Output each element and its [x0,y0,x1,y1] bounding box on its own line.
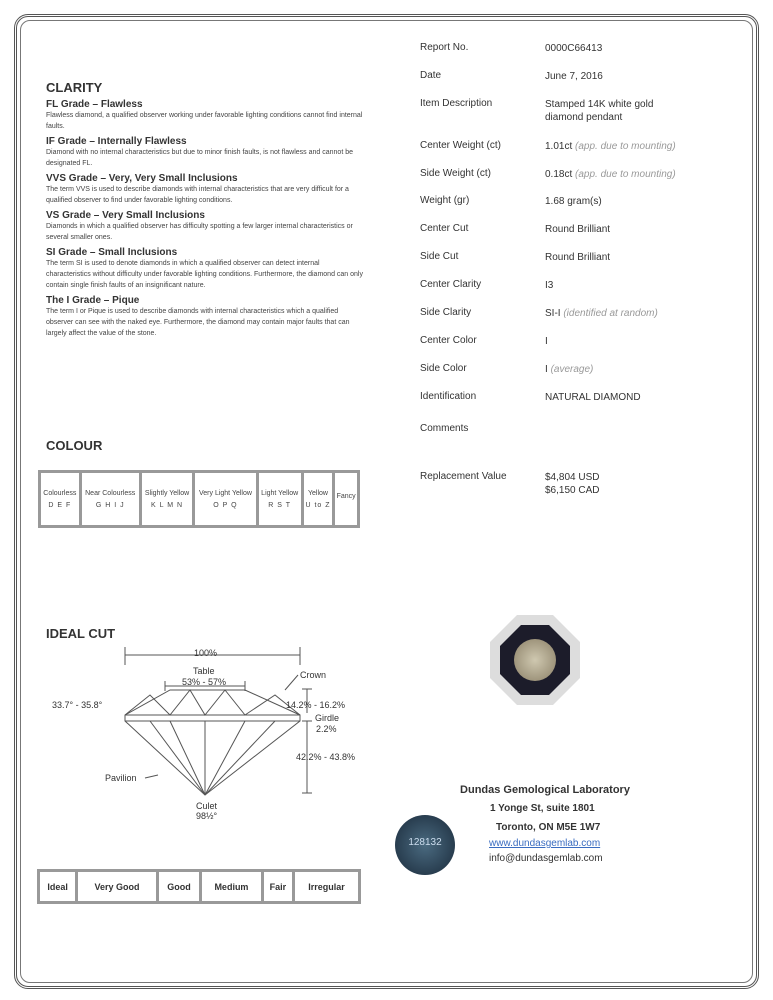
report-label: Center Color [420,335,477,346]
seal-number: 128132 [408,837,442,848]
clarity-grade-title: The I Grade – Pique [46,295,140,306]
report-value [545,307,658,320]
value-text: Round Brilliant [545,224,611,235]
report-label: Replacement Value [420,471,507,482]
report-value [545,279,553,292]
ideal-cut-heading: IDEAL CUT [46,626,116,641]
clarity-grade-desc: Diamonds in which a qualified observer has difficulty spotting a few larger internal characteristics or several smaller ones. [46,223,353,241]
report-label: Center Weight (ct) [420,140,501,151]
colour-cell [304,473,333,525]
report-label: Item Description [420,98,493,109]
clarity-grade-desc: Diamond with no internal characteristics but due to minor finish faults, is not flawless and cannot be designated FL. [46,149,353,167]
report-label: Center Clarity [420,279,482,290]
report-value [545,223,610,236]
value-text: I3 [545,280,554,291]
value-note: (identified at random) [563,308,658,319]
colour-name: Slightly Yellow [144,489,190,497]
lab-address-2: Toronto, ON M5E 1W7 [496,822,601,833]
report-value [545,42,602,55]
culet-label: Culet [196,801,218,811]
clarity-grade-title: SI Grade – Small Inclusions [46,247,178,258]
total-width-label: 100% [194,648,218,658]
value-text: SI-I [545,308,561,319]
report-value [545,70,603,83]
cut-grade-cell: Medium [202,872,261,901]
value-note: (average) [550,364,594,375]
table-range-label: 53% - 57% [182,677,227,687]
value-text: Round Brilliant [545,252,611,263]
colour-name: Yellow [307,489,328,497]
colour-grades: D E F [48,501,72,509]
lab-seal [395,815,455,875]
crown-height-label: 14.2% - 16.2% [286,700,346,710]
colour-grades: U to Z [305,501,331,509]
cut-grade-cell: Irregular [295,872,358,901]
clarity-grade-desc: The term I or Pique is used to describe diamonds with internal characteristics which a qualified observer can see with the naked eye. Furthermore, the diamond may contain major faults that can largely affect the value of the stone. [46,308,350,337]
colour-name: Very Light Yellow [199,489,252,497]
value-text: 0.18ct [545,169,573,180]
report-label: Weight (gr) [420,195,470,206]
report-label: Side Clarity [420,307,472,318]
lab-name: Dundas Gemological Laboratory [460,784,630,796]
cut-grade-table [37,869,361,904]
value-text: 0000C66413 [545,43,603,54]
value-note: (app. due to mounting) [575,169,676,180]
report-value [545,335,548,348]
colour-grades: R S T [268,501,292,509]
girdle-value-label: 2.2% [316,724,337,734]
table-label: Table [193,666,215,676]
clarity-grade-desc: Flawless diamond, a qualified observer working under favorable lighting conditions cannot find internal faults. [46,112,363,130]
colour-cell [142,473,193,525]
clarity-heading: CLARITY [46,80,103,95]
report-value [545,98,653,124]
cut-grade-cell: Very Good [78,872,155,901]
girdle-label: Girdle [315,713,340,723]
clarity-grade-title: VVS Grade – Very, Very Small Inclusions [46,173,238,184]
report-value [545,168,676,181]
crown-angle-label: 33.7° - 35.8° [52,700,103,710]
lab-address-1: 1 Yonge St, suite 1801 [490,803,595,814]
colour-grades: O P Q [213,501,238,509]
report-value [545,363,593,376]
pavilion-depth-label: 42.2% - 43.8% [296,752,356,762]
report-value [545,140,676,153]
report-label: Identification [420,391,477,402]
value-text: I [545,336,548,347]
report-label: Report No. [420,42,469,53]
colour-scale-table [38,470,360,528]
value-text-2: diamond pendant [545,112,623,123]
value-text: 1.68 gram(s) [545,196,602,207]
clarity-section [46,80,366,339]
report-value [545,471,599,497]
colour-name: Fancy [336,493,356,500]
report-label: Side Weight (ct) [420,168,491,179]
colour-cell [82,473,139,525]
culet-value-label: 98½° [196,811,218,821]
value-text-2: $6,150 CAD [545,485,600,496]
report-value [545,391,641,404]
colour-name: Near Colourless [85,489,136,497]
value-text: Stamped 14K white gold [545,99,654,110]
lab-email: info@dundasgemlab.com [489,853,603,864]
clarity-grade-title: FL Grade – Flawless [46,99,143,110]
colour-cell [195,473,255,525]
value-text: $4,804 USD [545,472,600,483]
value-note: (app. due to mounting) [575,141,676,152]
colour-grades: G H I J [95,501,125,509]
pavilion-label: Pavilion [105,773,137,783]
colour-name: Light Yellow [261,489,299,497]
value-text: 1.01ct [545,141,573,152]
clarity-grade-title: IF Grade – Internally Flawless [46,136,187,147]
report-label: Center Cut [420,223,469,234]
crown-label: Crown [300,670,327,680]
clarity-grade-desc: The term SI is used to denote diamonds in which a qualified observer can detect internal characteristics without difficulty under favorable lighting conditions. Furthermore, the diamond can only contain single finish faults of an insignificant nature. [46,260,363,289]
report-label: Date [420,70,442,81]
colour-grades: K L M N [151,501,184,509]
report-label: Comments [420,423,469,434]
report-value [545,251,610,264]
report-label: Side Color [420,363,467,374]
report-label: Side Cut [420,251,459,262]
value-text: NATURAL DIAMOND [545,392,641,403]
colour-heading: COLOUR [46,438,103,453]
colour-cell [335,473,357,525]
cut-grade-cell: Fair [264,872,292,901]
cut-grade-cell: Ideal [40,872,75,901]
clarity-grade-title: VS Grade – Very Small Inclusions [46,210,205,221]
colour-cell [259,473,301,525]
report-value [545,195,602,208]
value-text: I [545,364,548,375]
colour-name: Colourless [43,489,77,497]
colour-cell [41,473,79,525]
lab-website-link[interactable]: www.dundasgemlab.com [489,838,601,849]
cut-grade-cell: Good [159,872,199,901]
value-text: June 7, 2016 [545,71,603,82]
pendant-photo [490,615,580,705]
clarity-grade-desc: The term VVS is used to describe diamonds with internal characteristics that are very difficult for a qualified observer to find under favorable lighting conditions. [46,186,349,204]
